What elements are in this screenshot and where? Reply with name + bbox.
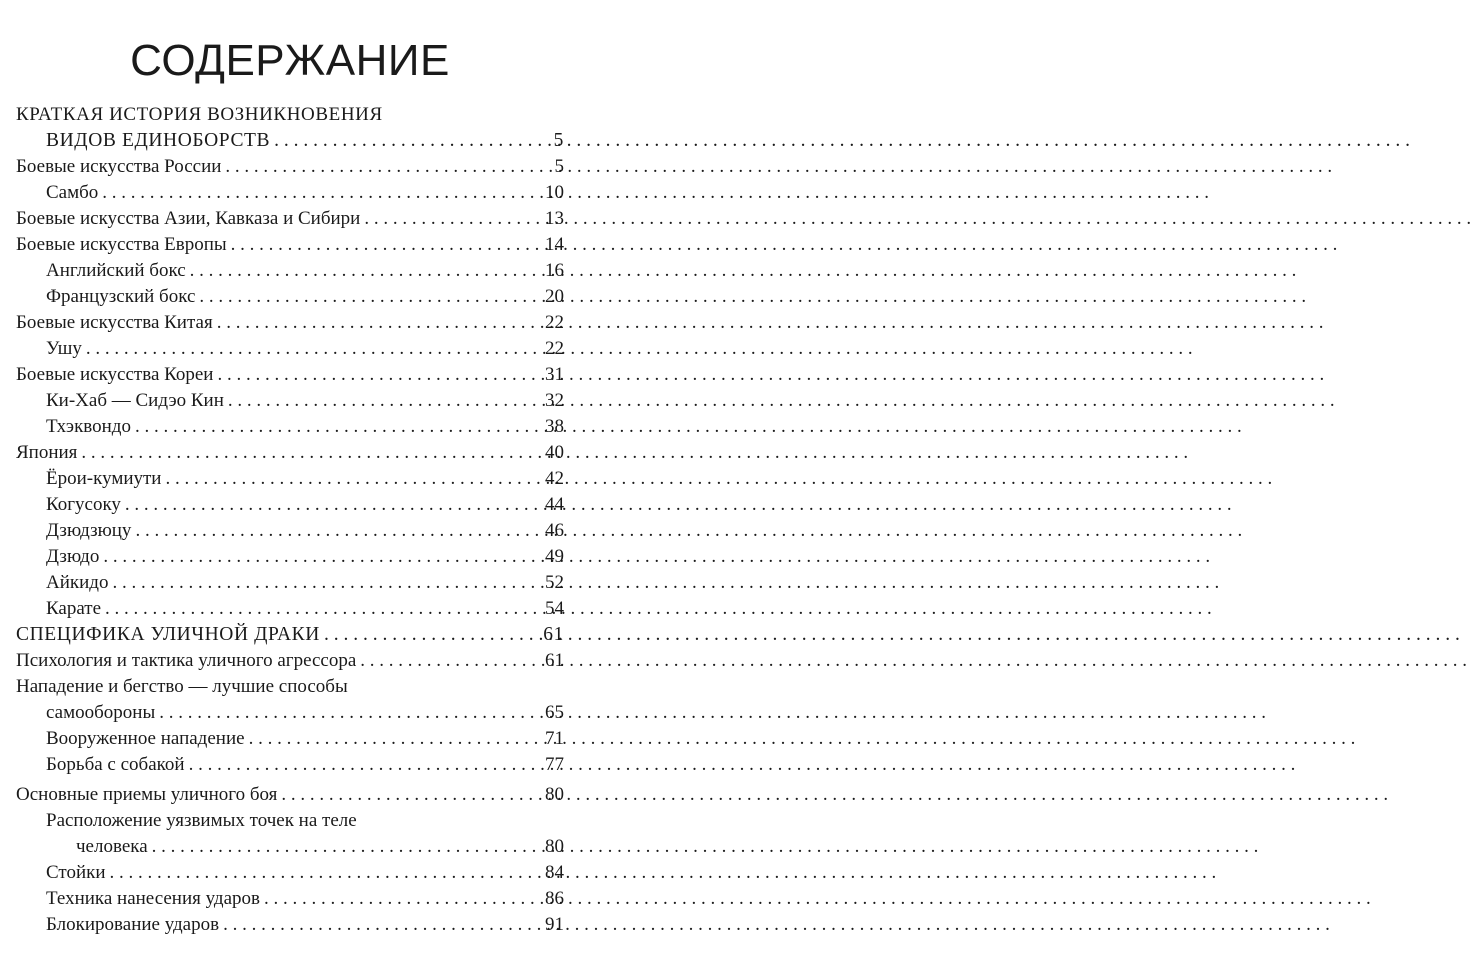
toc-entry-label: Япония: [16, 442, 78, 463]
toc-entry-label: Боевые искусства Азии, Кавказа и Сибири: [16, 208, 361, 229]
toc-entry-heading[interactable]: Расположение уязвимых точек на теле: [46, 810, 357, 831]
toc-entry-label: Когусоку: [46, 494, 121, 515]
toc-entry-page-number: 22: [545, 312, 564, 333]
dot-leader: [228, 388, 541, 414]
toc-entry[interactable]: [16, 128, 564, 154]
dot-leader: [225, 154, 550, 180]
toc-entry[interactable]: [16, 336, 564, 362]
toc-entry[interactable]: [16, 206, 564, 232]
dot-leader: [152, 834, 541, 860]
toc-entry-page-number: 20: [545, 286, 564, 307]
dot-leader: [217, 310, 541, 336]
toc-entry[interactable]: [16, 700, 564, 726]
toc-page: [0, 0, 580, 956]
toc-entry-label: Ки-Хаб — Сидэо Кин: [46, 390, 224, 411]
toc-entry-page-number: 32: [545, 390, 564, 411]
toc-entry-label: Блокирование ударов: [46, 914, 220, 935]
toc-entry[interactable]: [16, 154, 564, 180]
toc-entry-label: Борьба с собакой: [46, 754, 185, 775]
toc-entry[interactable]: [16, 622, 564, 648]
toc-entry-page-number: 44: [545, 494, 564, 515]
toc-entry-label: Боевые искусства Европы: [16, 234, 227, 255]
toc-entry-label: Боевые искусства Китая: [16, 312, 213, 333]
page-title: СОДЕРЖАНИЕ: [130, 36, 450, 86]
toc-entry[interactable]: [16, 310, 564, 336]
toc-entry[interactable]: [16, 726, 564, 752]
toc-entry[interactable]: [16, 362, 564, 388]
dot-leader: [86, 336, 541, 362]
toc-entry-page-number: 80: [545, 784, 564, 805]
toc-entry-label: Вооруженное нападение: [46, 728, 245, 749]
toc-entry-page-number: 31: [545, 364, 564, 385]
dot-leader: [264, 886, 541, 912]
toc-entry[interactable]: [16, 834, 564, 860]
toc-entry[interactable]: [16, 492, 564, 518]
toc-entry-page-number: 46: [545, 520, 564, 541]
dot-leader: [112, 570, 541, 596]
dot-leader: [223, 912, 541, 938]
toc-entry-label: Ёрои-кумиути: [46, 468, 162, 489]
toc-entry[interactable]: [16, 752, 564, 778]
toc-entry-page-number: 61: [543, 624, 564, 645]
toc-entry-page-number: 77: [545, 754, 564, 775]
toc-entry-page-number: 14: [545, 234, 564, 255]
dot-leader: [231, 232, 541, 258]
toc-entry-label: Боевые искусства России: [16, 156, 222, 177]
toc-entry-page-number: 84: [545, 862, 564, 883]
toc-entry-label: Ушу: [46, 338, 82, 359]
toc-entry-page-number: 91: [545, 914, 564, 935]
dot-leader: [135, 414, 541, 440]
dot-leader: [274, 128, 549, 154]
dot-leader: [103, 544, 541, 570]
toc-entry-page-number: 40: [545, 442, 564, 463]
toc-entry-label: Айкидо: [46, 572, 109, 593]
toc-entry[interactable]: [16, 912, 564, 938]
toc-entry[interactable]: [16, 648, 564, 674]
toc-entry-label: Французский бокс: [46, 286, 196, 307]
table-of-contents: [16, 102, 564, 938]
dot-leader: [199, 284, 541, 310]
toc-entry[interactable]: [16, 414, 564, 440]
toc-entry-page-number: 38: [545, 416, 564, 437]
toc-entry-label: Дзюдо: [46, 546, 100, 567]
toc-entry-label: ВИДОВ ЕДИНОБОРСТВ: [46, 130, 271, 151]
toc-entry-label: Техника нанесения ударов: [46, 888, 261, 909]
toc-entry-label: Основные приемы уличного боя: [16, 784, 278, 805]
toc-entry-label: человека: [76, 836, 148, 857]
toc-entry-label: Тхэквондо: [46, 416, 131, 437]
toc-entry[interactable]: [16, 860, 564, 886]
toc-entry[interactable]: [16, 258, 564, 284]
toc-entry-heading[interactable]: Нападение и бегство — лучшие способы: [16, 676, 348, 697]
toc-entry-page-number: 13: [545, 208, 564, 229]
toc-entry-page-number: 61: [545, 650, 564, 671]
toc-entry[interactable]: [16, 782, 564, 808]
dot-leader: [324, 622, 539, 648]
toc-entry-page-number: 80: [545, 836, 564, 857]
toc-entry-label: Боевые искусства Кореи: [16, 364, 214, 385]
dot-leader: [165, 466, 541, 492]
toc-entry-page-number: 49: [545, 546, 564, 567]
toc-entry-page-number: 71: [545, 728, 564, 749]
dot-leader: [102, 180, 541, 206]
dot-leader: [249, 726, 541, 752]
toc-entry-page-number: 5: [554, 156, 564, 177]
dot-leader: [364, 206, 541, 232]
toc-entry-page-number: 52: [545, 572, 564, 593]
dot-leader: [360, 648, 541, 674]
toc-entry[interactable]: [16, 544, 564, 570]
toc-entry-label: СПЕЦИФИКА УЛИЧНОЙ ДРАКИ: [16, 624, 320, 645]
dot-leader: [189, 752, 541, 778]
toc-entry[interactable]: [16, 886, 564, 912]
toc-entry[interactable]: [16, 284, 564, 310]
toc-entry-label: самообороны: [46, 702, 156, 723]
dot-leader: [81, 440, 541, 466]
toc-entry-page-number: 42: [545, 468, 564, 489]
dot-leader: [125, 492, 541, 518]
toc-entry-label: Карате: [46, 598, 102, 619]
toc-entry-page-number: 16: [545, 260, 564, 281]
toc-entry[interactable]: [16, 180, 564, 206]
dot-leader: [135, 518, 541, 544]
toc-entry-page-number: 10: [545, 182, 564, 203]
dot-leader: [159, 700, 541, 726]
toc-entry-page-number: 54: [545, 598, 564, 619]
toc-entry[interactable]: [16, 596, 564, 622]
toc-entry-page-number: 86: [545, 888, 564, 909]
dot-leader: [105, 596, 541, 622]
dot-leader: [217, 362, 541, 388]
toc-entry[interactable]: [16, 232, 564, 258]
toc-entry-label: Стойки: [46, 862, 106, 883]
toc-entry[interactable]: [16, 440, 564, 466]
toc-entry-page-number: 22: [545, 338, 564, 359]
toc-entry[interactable]: [16, 388, 564, 414]
dot-leader: [190, 258, 541, 284]
toc-entry-page-number: 5: [553, 130, 564, 151]
toc-entry-heading[interactable]: КРАТКАЯ ИСТОРИЯ ВОЗНИКНОВЕНИЯ: [16, 104, 383, 125]
toc-entry[interactable]: [16, 466, 564, 492]
toc-entry-page-number: 65: [545, 702, 564, 723]
dot-leader: [110, 860, 541, 886]
toc-entry-label: Дзюдзюцу: [46, 520, 132, 541]
toc-entry[interactable]: [16, 570, 564, 596]
toc-entry-label: Английский бокс: [46, 260, 186, 281]
dot-leader: [281, 782, 541, 808]
toc-entry-label: Психология и тактика уличного агрессора: [16, 650, 357, 671]
toc-entry[interactable]: [16, 518, 564, 544]
toc-entry-label: Самбо: [46, 182, 99, 203]
